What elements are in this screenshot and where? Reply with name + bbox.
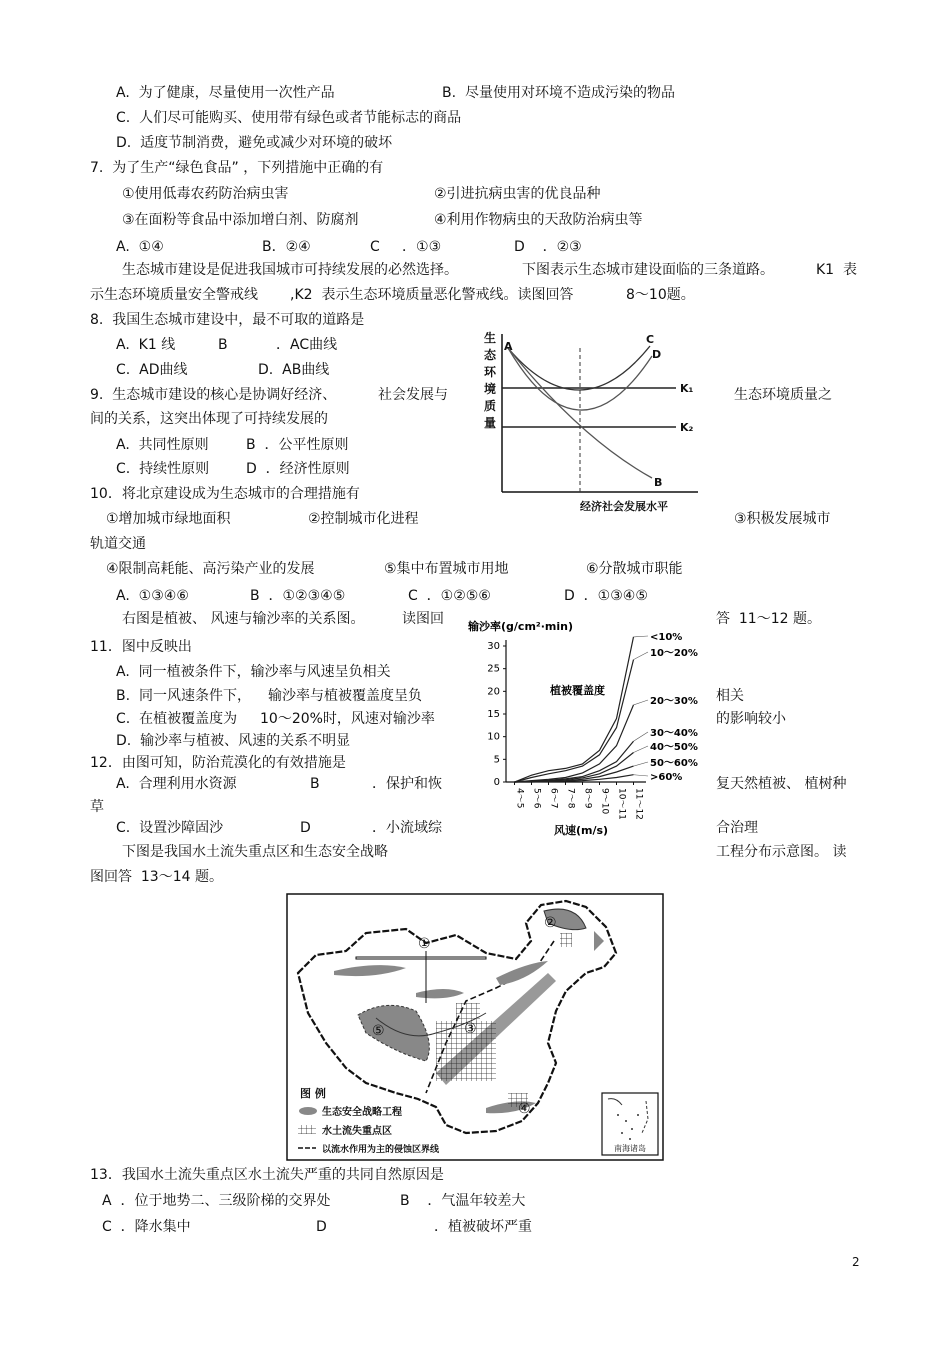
- option-6d: D. 适度节制消费，避免或减少对环境的破坏: [116, 135, 393, 151]
- map-legend-erosion-swatch: [298, 1125, 316, 1134]
- chart-ytick-label: 5: [493, 754, 500, 766]
- question-9-a: 9. 生态城市建设的核心是协调好经济、: [90, 387, 337, 403]
- question-7: 7. 为了生产“绿色食品” ，下列措施中正确的有: [90, 160, 384, 176]
- map-legend-erosion: 水土流失重点区: [322, 1126, 392, 1137]
- map-erosion-ne: [560, 933, 572, 947]
- intro-13-14-c: 图回答 13～14 题。: [90, 869, 223, 885]
- q10-item-5: ⑤集中布置城市用地: [384, 561, 509, 577]
- fig1-ylabel-2: 环: [484, 365, 497, 379]
- q12-option-b-c: 草: [90, 799, 104, 815]
- intro-8-10-d: 示生态环境质量安全警戒线: [90, 287, 258, 303]
- fig1-label-c: C: [646, 333, 655, 346]
- map-legend-eco-swatch: [299, 1107, 317, 1115]
- chart-ytick-label: 30: [487, 641, 500, 652]
- chart-ylabel: 输沙率(g/cm²·min): [468, 620, 573, 633]
- intro-8-10-f: 8～10题。: [626, 287, 695, 303]
- q8-option-a: A. K1 线: [116, 337, 176, 353]
- fig1-ylabel-1: 态: [484, 348, 497, 362]
- chart-series-leader: [634, 762, 649, 766]
- chart-xtick-label: 9～10: [599, 788, 610, 815]
- chart-series-leader: [634, 732, 649, 741]
- fig1-ylabel-4: 质: [484, 399, 497, 413]
- intro-8-10-e: ,K2 表示生态环境质量恶化警戒线。读图回答: [290, 287, 574, 303]
- chart-series-leader: [634, 700, 649, 705]
- china-map: [286, 893, 666, 1163]
- q10-item-3-cont: 轨道交通: [90, 536, 146, 552]
- q12-option-b-b: 复天然植被、 植树种: [716, 776, 847, 792]
- chart-ytick-label: 25: [487, 663, 500, 675]
- chart-xtick-label: 5～6: [531, 788, 542, 809]
- q10-option-d: D ．①③④⑤: [564, 588, 648, 604]
- chart-series-label: <10%: [650, 632, 683, 643]
- intro-13-14-b: 工程分布示意图。 读: [716, 844, 847, 860]
- q7-item-3: ③在面粉等食品中添加增白剂、防腐剂: [122, 212, 359, 228]
- q13-option-d-text: ．植被破坏严重: [434, 1219, 532, 1235]
- fig1-label-k1: K₁: [680, 382, 694, 395]
- q9-option-d: D ．经济性原则: [246, 461, 350, 477]
- q7-item-2: ②引进抗病虫害的优良品种: [434, 186, 601, 202]
- chart-series-line: [515, 705, 634, 782]
- chart-series-line: [515, 637, 634, 782]
- fig1-xlabel: 经济社会发展水平: [580, 500, 668, 513]
- fig1-label-d: D: [652, 348, 662, 361]
- map-legend-eco: 生态安全战略工程: [322, 1107, 402, 1118]
- q11-option-c-c: 的影响较小: [716, 711, 786, 727]
- q7-option-c: C ．①③: [370, 239, 442, 255]
- intro-11-12-c: 答 11～12 题。: [716, 611, 821, 627]
- chart-series-label: 30～40%: [650, 728, 698, 739]
- q10-option-b: B ．①②③④⑤: [250, 588, 346, 604]
- chart-xtick-label: 4～5: [514, 788, 525, 809]
- q13-option-a: A ．位于地势二、三级阶梯的交界处: [102, 1193, 331, 1209]
- q12-option-b-letter: B: [310, 776, 320, 792]
- chart-xtick-label: 8～9: [582, 788, 593, 809]
- chart-series-leader: [634, 746, 649, 753]
- question-9-c: 生态环境质量之: [734, 387, 832, 403]
- q9-option-c: C. 持续性原则: [116, 461, 210, 477]
- chart-ytick-label: 15: [487, 709, 500, 720]
- q11-option-b-c: 相关: [716, 688, 744, 704]
- intro-11-12-a: 右图是植被、 风速与输沙率的关系图。: [122, 611, 365, 627]
- chart-series-leader: [634, 636, 649, 637]
- map-marker-1: ①: [418, 936, 431, 952]
- fig1-label-b: B: [654, 476, 663, 489]
- q9-option-b: B ．公平性原则: [246, 437, 349, 453]
- map-inset-label: 南海诸岛: [614, 1144, 646, 1153]
- intro-11-12-b: 读图回: [402, 611, 444, 627]
- chart-ytick-label: 10: [487, 731, 500, 743]
- map-legend-title: 图 例: [300, 1087, 326, 1100]
- q7-option-a: A. ①④: [116, 239, 164, 255]
- q11-option-c-a: C. 在植被覆盖度为: [116, 711, 238, 727]
- chart-xtick-label: 7～8: [565, 788, 576, 809]
- q13-option-d-letter: D: [316, 1219, 327, 1235]
- option-6b: B. 尽量使用对环境不造成污染的物品: [442, 85, 675, 101]
- q10-option-c: C ．①②⑤⑥: [408, 588, 491, 604]
- q13-option-b: B ．气温年较差大: [400, 1193, 526, 1209]
- question-9-b: 社会发展与: [378, 387, 448, 403]
- chart-series-leader: [634, 652, 649, 660]
- chart-ytick-label: 0: [493, 777, 500, 788]
- map-marker-4: ④: [518, 1101, 531, 1117]
- map-legend-boundary: 以流水作用为主的侵蚀区界线: [322, 1145, 440, 1155]
- question-12: 12．由图可知，防治荒漠化的有效措施是: [90, 755, 346, 771]
- q10-item-3: ③积极发展城市: [734, 511, 831, 527]
- chart-xtick-label: 10～11: [616, 788, 627, 820]
- fig1-ylabel-5: 量: [484, 416, 497, 430]
- q12-option-b-a: ．保护和恢: [372, 776, 442, 792]
- question-8: 8. 我国生态城市建设中，最不可取的道路是: [90, 312, 365, 328]
- sand-transport-chart: [466, 614, 716, 842]
- fig1-ylabel-3: 境: [484, 382, 497, 396]
- intro-13-14-a: 下图是我国水土流失重点区和生态安全战略: [122, 844, 388, 860]
- question-10: 10．将北京建设成为生态城市的合理措施有: [90, 486, 360, 502]
- q7-option-b: B．②④: [262, 239, 311, 255]
- q7-item-4: ④利用作物病虫的天敌防治病虫等: [434, 212, 643, 228]
- option-6c: C. 人们尽可能购买、使用带有绿色或者节能标志的商品: [116, 110, 462, 126]
- q12-option-c: C. 设置沙障固沙: [116, 820, 224, 836]
- map-marker-3: ③: [464, 1021, 477, 1037]
- chart-xlabel: 风速(m/s): [554, 824, 609, 837]
- q12-option-a: A. 合理利用水资源: [116, 776, 237, 792]
- q10-item-4: ④限制高耗能、高污染产业的发展: [106, 561, 315, 577]
- intro-8-10-c: K1 表: [816, 262, 857, 278]
- q10-item-1: ①增加城市绿地面积: [106, 511, 231, 527]
- q11-option-b-a: B. 同一风速条件下，: [116, 688, 251, 704]
- chart-series-label: 10～20%: [650, 648, 698, 659]
- q8-option-c: C. AD曲线: [116, 362, 188, 378]
- intro-8-10-a: 生态城市建设是促进我国城市可持续发展的必然选择。: [122, 262, 458, 278]
- q8-option-d: D. AB曲线: [258, 362, 330, 378]
- chart-xtick-label: 6～7: [548, 788, 559, 809]
- q11-option-c-b: 10～20%时，风速对输沙率: [260, 711, 435, 727]
- q9-option-a: A. 共同性原则: [116, 437, 209, 453]
- chart-xtick-label: 11～12: [633, 788, 644, 820]
- q8-option-b-text: ．AC曲线: [276, 337, 338, 353]
- chart-series-label: 20～30%: [650, 696, 698, 707]
- q10-item-6: ⑥分散城市职能: [586, 561, 683, 577]
- chart-series-label: 50～60%: [650, 758, 698, 769]
- q11-option-a: A. 同一植被条件下，输沙率与风速呈负相关: [116, 664, 391, 680]
- q11-option-d: D. 输沙率与植被、风速的关系不明显: [116, 733, 351, 749]
- question-11: 11．图中反映出: [90, 639, 192, 655]
- option-6a: A. 为了健康，尽量使用一次性产品: [116, 85, 335, 101]
- q12-option-d-b: 合治理: [716, 820, 758, 836]
- question-13: 13．我国水土流失重点区水土流失严重的共同自然原因是: [90, 1167, 444, 1183]
- fig1-ylabel-0: 生: [484, 331, 497, 345]
- question-9-d: 间的关系，这突出体现了可持续发展的: [90, 411, 328, 427]
- fig1-label-a: A: [504, 340, 513, 353]
- eco-city-diagram: [470, 328, 710, 516]
- intro-8-10-b: 下图表示生态城市建设面临的三条道路。: [522, 262, 774, 278]
- chart-series-label: >60%: [650, 772, 683, 783]
- q12-option-d-letter: D: [300, 820, 311, 836]
- fig1-curve-ac: [508, 346, 650, 390]
- chart-series-label: 40～50%: [650, 742, 698, 753]
- q10-option-a: A. ①③④⑥: [116, 588, 189, 604]
- q12-option-d-a: ．小流域综: [372, 820, 442, 836]
- map-marker-2: ②: [544, 915, 557, 931]
- chart-title: 植被覆盖度: [550, 684, 605, 697]
- q7-item-1: ①使用低毒农药防治病虫害: [122, 186, 289, 202]
- q10-item-2: ②控制城市化进程: [308, 511, 419, 527]
- chart-ytick-label: 20: [487, 686, 500, 698]
- q7-option-d: D ．②③: [514, 239, 582, 255]
- q11-option-b-b: 输沙率与植被覆盖度呈负: [268, 688, 422, 704]
- chart-series-leader: [634, 775, 649, 776]
- page-number: 2: [852, 1255, 860, 1269]
- map-marker-5: ⑤: [372, 1023, 385, 1039]
- q8-option-b-letter: B: [218, 337, 228, 353]
- fig1-label-k2: K₂: [680, 421, 694, 434]
- q13-option-c: C ．降水集中: [102, 1219, 191, 1235]
